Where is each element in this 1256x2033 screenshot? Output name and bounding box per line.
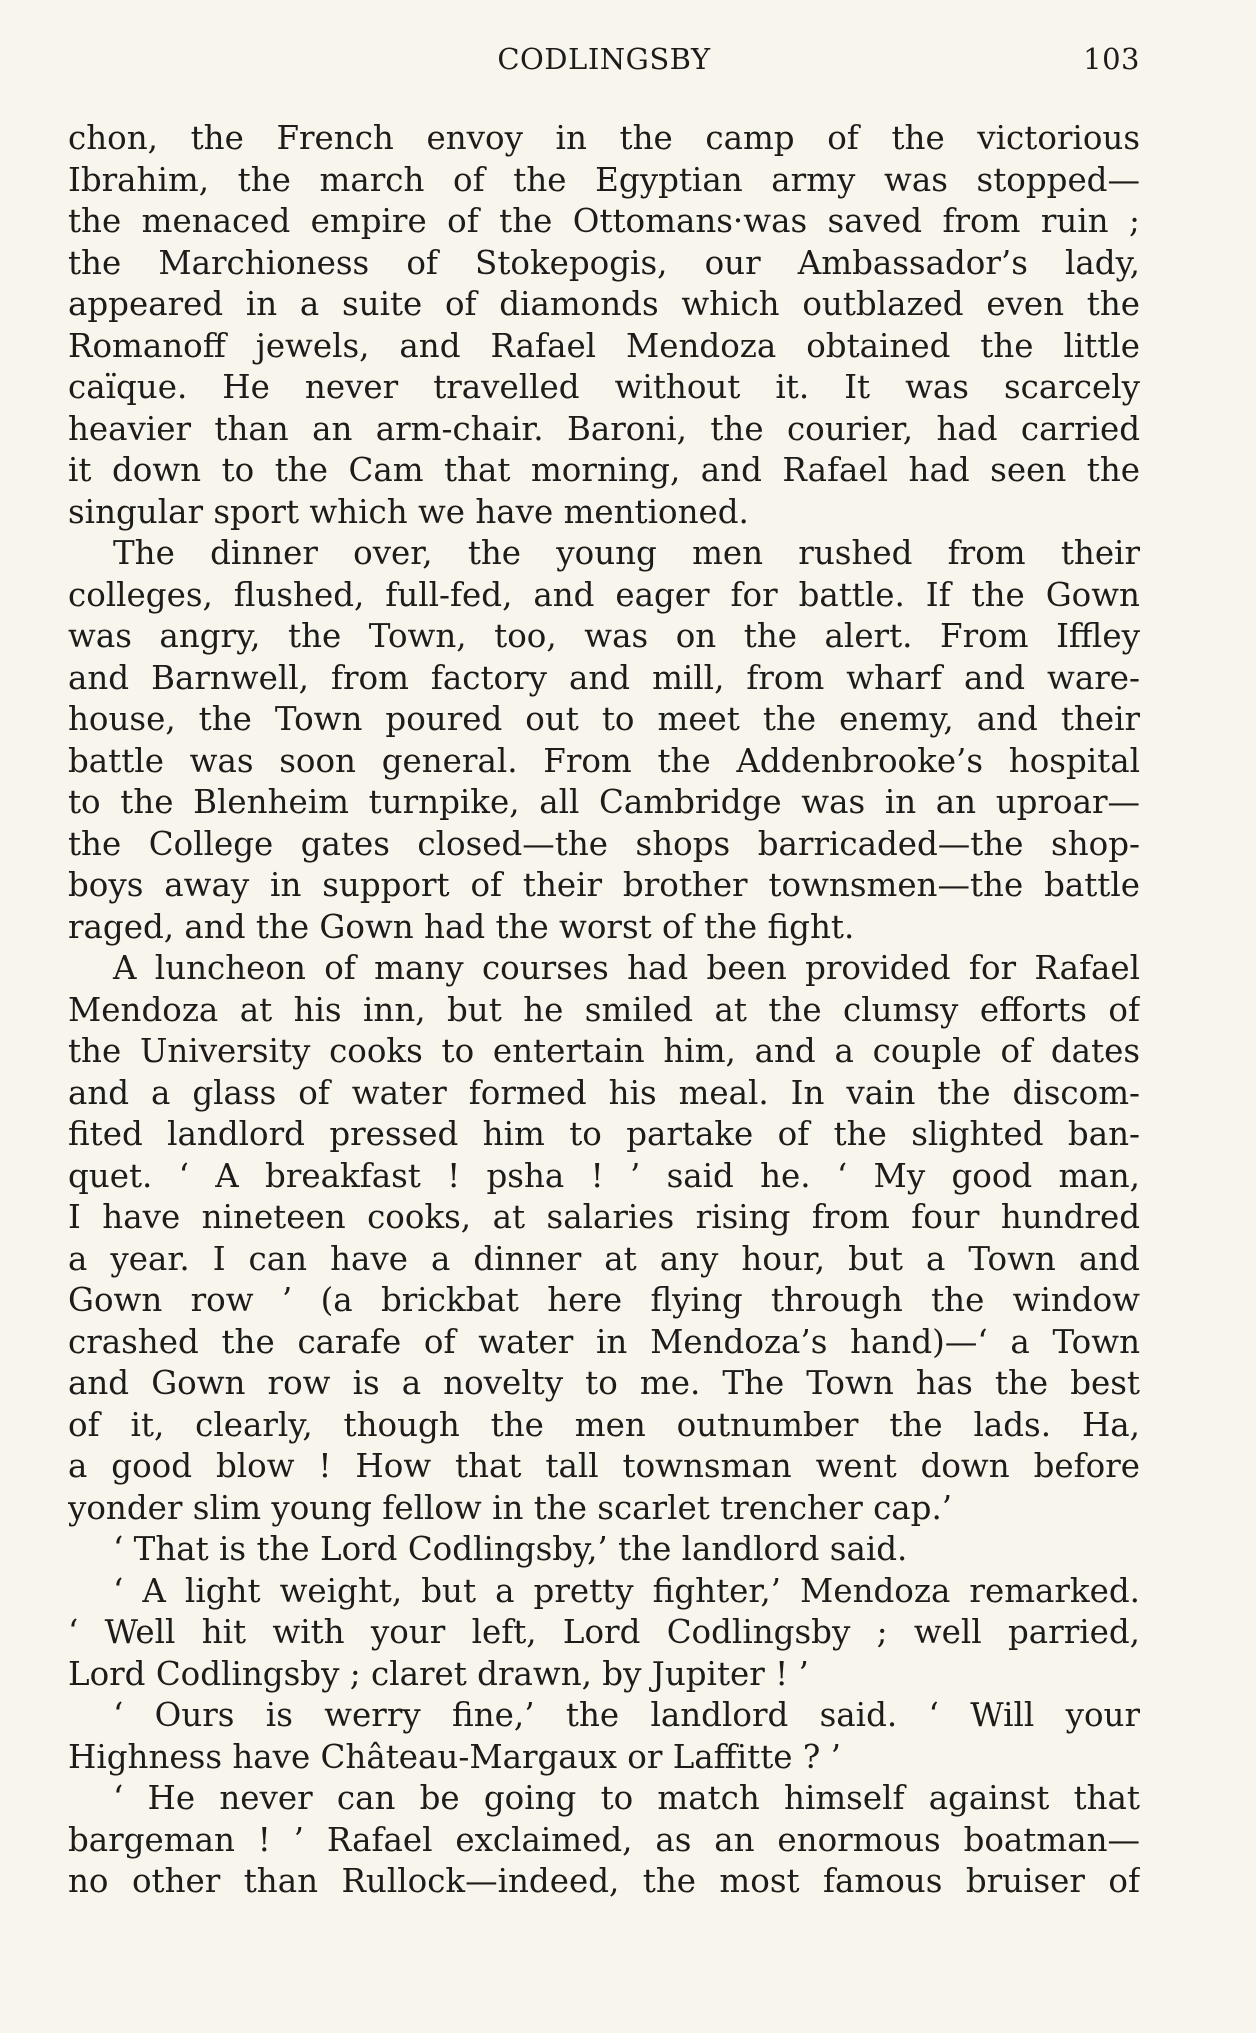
text-line: the Marchioness of Stokepogis, our Ambassador’s lady, <box>68 243 1140 282</box>
text-line: chon, the French envoy in the camp of the victorious <box>68 119 1140 157</box>
text-line: the College gates closed—the shops barricaded—the shop- <box>68 824 1140 863</box>
text-line: of it, clearly, though the men outnumber the lads. Ha, <box>68 1405 1140 1444</box>
text-line: was angry, the Town, too, was on the alert. From Iffley <box>68 617 1140 655</box>
text-line: battle was soon general. From the Addenbrooke’s hospital <box>68 741 1140 780</box>
text-line: Mendoza at his inn, but he smiled at the clumsy efforts of <box>68 990 1140 1029</box>
paragraph-first-line: The dinner over, the young men rushed from their <box>113 534 1140 572</box>
body-text <box>68 118 1140 1903</box>
text-line: crashed the carafe of water in Mendoza’s hand)—‘ a Town <box>68 1322 1140 1361</box>
page-number: 103 <box>1083 42 1140 76</box>
text-line: yonder slim young fellow in the scarlet trencher cap.’ <box>68 1488 953 1527</box>
text-line: raged, and the Gown had the worst of the fight. <box>68 907 855 946</box>
text-line: it down to the Cam that morning, and Rafael had seen the <box>68 451 1140 489</box>
text-line: the University cooks to entertain him, and a couple of dates <box>68 1032 1140 1070</box>
text-line: boys away in support of their brother townsmen—the battle <box>68 866 1140 904</box>
text-line: heavier than an arm-chair. Baroni, the courier, had carried <box>68 409 1140 448</box>
text-line: a year. I can have a dinner at any hour, but a Town and <box>68 1239 1140 1278</box>
text-line: to the Blenheim turnpike, all Cambridge was in an uproar— <box>68 783 1140 821</box>
paragraph-first-line: ‘ That is the Lord Codlingsby,’ the landlord said. <box>113 1530 908 1568</box>
paragraph-first-line: ‘ A light weight, but a pretty fighter,’ Mendoza remarked. <box>113 1571 1140 1610</box>
text-line: I have nineteen cooks, at salaries rising from four hundred <box>68 1198 1140 1236</box>
text-line: quet. ‘ A breakfast ! psha ! ’ said he. ‘ My good man, <box>68 1156 1140 1195</box>
text-line: Lord Codlingsby ; claret drawn, by Jupiter ! ’ <box>68 1654 809 1693</box>
text-line: appeared in a suite of diamonds which outblazed even the <box>68 285 1140 323</box>
text-line: colleges, flushed, full-fed, and eager for battle. If the Gown <box>68 575 1140 614</box>
text-line: and Gown row is a novelty to me. The Town has the best <box>68 1364 1140 1402</box>
text-line: and a glass of water formed his meal. In vain the discom- <box>68 1073 1140 1112</box>
text-line: caïque. He never travelled without it. It was scarcely <box>68 368 1140 406</box>
paragraph-first-line: ‘ Ours is werry fine,’ the landlord said. ‘ Will your <box>113 1696 1140 1734</box>
text-line: singular sport which we have mentioned. <box>68 492 749 531</box>
text-line: bargeman ! ’ Rafael exclaimed, as an enormous boatman— <box>68 1820 1140 1859</box>
text-line: and Barnwell, from factory and mill, from wharf and ware- <box>68 658 1140 697</box>
text-line: a good blow ! How that tall townsman went down before <box>68 1447 1140 1485</box>
running-title: CODLINGSBY <box>497 42 711 76</box>
text-line: Highness have Château-Margaux or Laffitte ? ’ <box>68 1737 841 1776</box>
text-line: no other than Rullock—indeed, the most famous bruiser of <box>68 1862 1140 1900</box>
text-line: Gown row ’ (a brickbat here flying through the window <box>68 1281 1140 1319</box>
text-line: ‘ Well hit with your left, Lord Codlingsby ; well parried, <box>68 1613 1140 1651</box>
paragraph-first-line: ‘ He never can be going to match himself against that <box>113 1779 1140 1817</box>
text-line: Ibrahim, the march of the Egyptian army was stopped— <box>68 160 1140 199</box>
text-line: the menaced empire of the Ottomans·was saved from ruin ; <box>68 202 1140 240</box>
running-head <box>68 42 1140 82</box>
text-line: fited landlord pressed him to partake of the slighted ban- <box>68 1115 1140 1153</box>
paragraph-first-line: A luncheon of many courses had been provided for Rafael <box>113 949 1140 987</box>
text-line: Romanoff jewels, and Rafael Mendoza obtained the little <box>68 326 1140 365</box>
text-line: house, the Town poured out to meet the enemy, and their <box>68 700 1140 738</box>
